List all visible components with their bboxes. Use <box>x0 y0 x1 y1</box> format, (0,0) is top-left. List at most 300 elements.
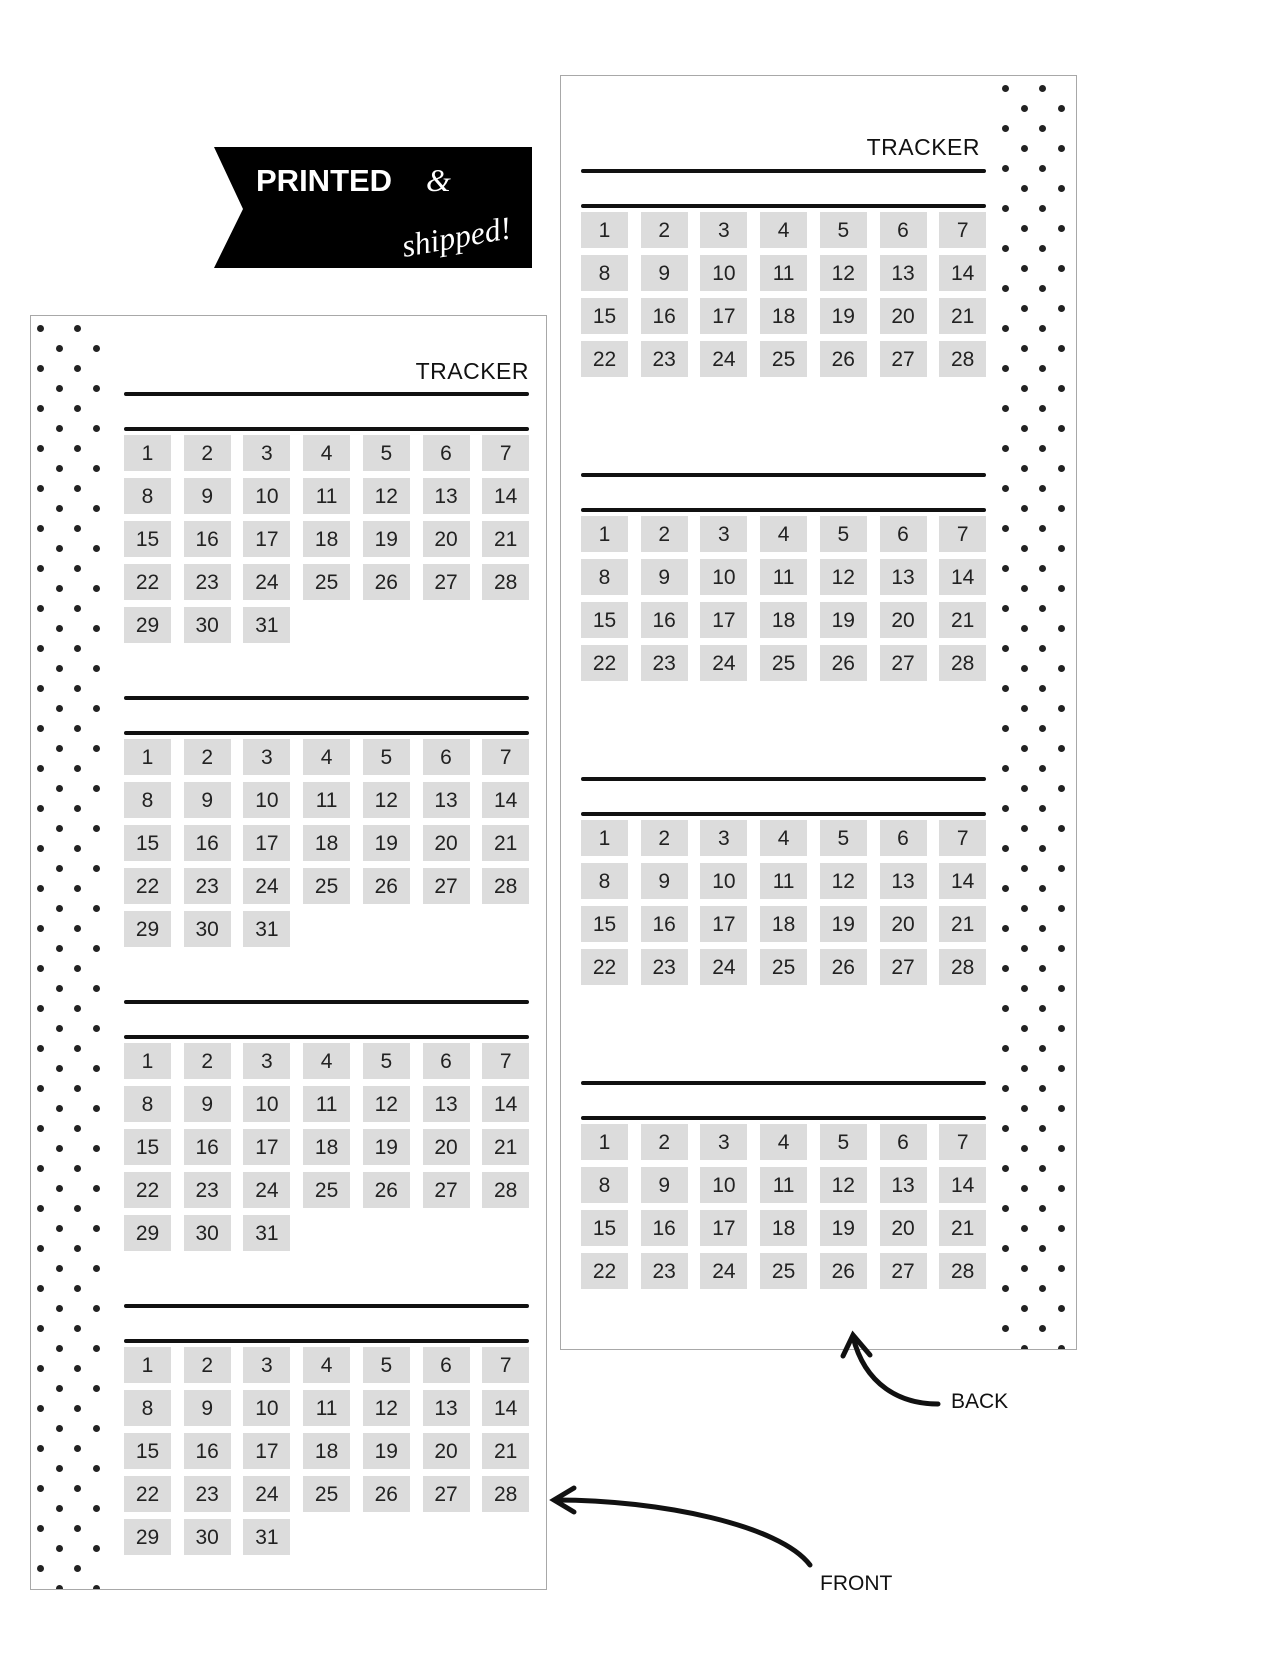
day-cell[interactable]: 7 <box>939 516 986 552</box>
day-cell[interactable]: 4 <box>760 516 807 552</box>
day-cell[interactable]: 27 <box>880 341 927 377</box>
polka-dot <box>74 605 81 612</box>
day-cell[interactable]: 17 <box>243 1129 290 1165</box>
polka-dot <box>37 645 44 652</box>
day-cell[interactable]: 12 <box>363 1086 410 1122</box>
polka-dot <box>56 1185 63 1192</box>
day-cell[interactable]: 15 <box>124 825 171 861</box>
day-cell[interactable]: 11 <box>760 255 807 291</box>
day-cell[interactable]: 30 <box>184 1519 231 1555</box>
day-cell[interactable]: 4 <box>303 739 350 775</box>
day-cell[interactable]: 1 <box>124 739 171 775</box>
day-cell[interactable]: 5 <box>820 212 867 248</box>
day-cell[interactable]: 28 <box>939 645 986 681</box>
day-cell[interactable]: 25 <box>760 645 807 681</box>
day-cell[interactable]: 5 <box>363 739 410 775</box>
day-cell[interactable]: 13 <box>880 863 927 899</box>
day-cell[interactable]: 18 <box>303 825 350 861</box>
day-cell[interactable]: 30 <box>184 911 231 947</box>
day-cell[interactable]: 15 <box>124 1129 171 1165</box>
polka-dot <box>1021 545 1028 552</box>
day-cell[interactable]: 19 <box>820 298 867 334</box>
polka-dot <box>1021 1225 1028 1232</box>
day-cell[interactable]: 27 <box>880 645 927 681</box>
day-cell[interactable]: 10 <box>243 1390 290 1426</box>
polka-dot <box>93 1385 100 1392</box>
day-cell[interactable]: 14 <box>482 782 529 818</box>
day-cell[interactable]: 16 <box>184 1129 231 1165</box>
day-cell[interactable]: 8 <box>124 1086 171 1122</box>
day-cell[interactable]: 21 <box>482 825 529 861</box>
day-cell[interactable]: 20 <box>880 602 927 638</box>
day-cell[interactable]: 1 <box>581 820 628 856</box>
day-cell[interactable]: 10 <box>700 863 747 899</box>
day-cell[interactable]: 12 <box>363 782 410 818</box>
day-cell[interactable]: 17 <box>243 825 290 861</box>
day-cell[interactable]: 29 <box>124 1519 171 1555</box>
day-cell[interactable]: 20 <box>423 825 470 861</box>
polka-dot <box>1002 485 1009 492</box>
day-cell[interactable]: 4 <box>760 212 807 248</box>
day-cell[interactable]: 26 <box>820 341 867 377</box>
polka-dot <box>56 985 63 992</box>
day-cell[interactable]: 2 <box>184 1347 231 1383</box>
day-cell[interactable]: 29 <box>124 911 171 947</box>
day-cell[interactable]: 10 <box>243 1086 290 1122</box>
day-cell[interactable]: 21 <box>939 906 986 942</box>
polka-dot <box>74 1085 81 1092</box>
day-cell[interactable]: 11 <box>760 863 807 899</box>
day-cell[interactable]: 23 <box>184 868 231 904</box>
day-cell[interactable]: 17 <box>700 1210 747 1246</box>
day-cell[interactable]: 12 <box>363 478 410 514</box>
day-cell[interactable]: 17 <box>700 602 747 638</box>
day-cell[interactable]: 10 <box>700 255 747 291</box>
polka-dot <box>1039 565 1046 572</box>
day-cell[interactable]: 14 <box>482 1390 529 1426</box>
day-cell[interactable]: 12 <box>820 559 867 595</box>
day-cell[interactable]: 25 <box>303 1476 350 1512</box>
day-cell[interactable]: 31 <box>243 1215 290 1251</box>
day-cell[interactable]: 31 <box>243 1519 290 1555</box>
polka-dot <box>93 1025 100 1032</box>
day-cell[interactable]: 14 <box>939 1167 986 1203</box>
polka-dot <box>93 585 100 592</box>
day-cell[interactable]: 28 <box>939 1253 986 1289</box>
polka-dot <box>1021 1025 1028 1032</box>
day-cell[interactable]: 22 <box>124 868 171 904</box>
day-cell[interactable]: 15 <box>581 602 628 638</box>
day-cell[interactable]: 5 <box>363 1347 410 1383</box>
day-cell[interactable]: 14 <box>482 478 529 514</box>
day-cell[interactable]: 19 <box>820 602 867 638</box>
day-cell[interactable]: 26 <box>363 868 410 904</box>
day-cell[interactable]: 6 <box>423 435 470 471</box>
polka-dot <box>1002 1125 1009 1132</box>
day-cell[interactable]: 26 <box>363 564 410 600</box>
day-cell[interactable]: 24 <box>243 1476 290 1512</box>
day-cell[interactable]: 18 <box>303 1433 350 1469</box>
day-cell[interactable]: 19 <box>363 1433 410 1469</box>
day-cell[interactable]: 14 <box>939 255 986 291</box>
day-cell[interactable]: 24 <box>700 341 747 377</box>
day-cell[interactable]: 14 <box>939 863 986 899</box>
polka-dot <box>37 365 44 372</box>
day-cell[interactable]: 17 <box>243 521 290 557</box>
day-cell[interactable]: 29 <box>124 1215 171 1251</box>
polka-dot <box>1002 1005 1009 1012</box>
day-cell[interactable]: 4 <box>760 1124 807 1160</box>
day-cell[interactable]: 3 <box>243 1043 290 1079</box>
day-cell[interactable]: 30 <box>184 607 231 643</box>
day-cell[interactable]: 3 <box>700 820 747 856</box>
day-cell[interactable]: 6 <box>423 1347 470 1383</box>
day-cell[interactable]: 9 <box>641 863 688 899</box>
polka-dot <box>56 1505 63 1512</box>
day-cell[interactable]: 9 <box>641 559 688 595</box>
day-cell[interactable]: 7 <box>939 820 986 856</box>
day-cell[interactable]: 25 <box>303 1172 350 1208</box>
day-cell[interactable]: 22 <box>581 341 628 377</box>
day-cell[interactable]: 21 <box>482 521 529 557</box>
day-cell[interactable]: 4 <box>303 1043 350 1079</box>
polka-dot <box>56 505 63 512</box>
polka-dot <box>1002 685 1009 692</box>
day-cell[interactable]: 27 <box>880 1253 927 1289</box>
day-cell[interactable]: 1 <box>581 516 628 552</box>
day-cell[interactable]: 11 <box>303 1086 350 1122</box>
day-cell[interactable]: 26 <box>820 949 867 985</box>
day-cell[interactable]: 15 <box>124 1433 171 1469</box>
polka-dot <box>1058 1305 1065 1312</box>
day-cell[interactable]: 25 <box>760 949 807 985</box>
day-cell[interactable]: 3 <box>700 516 747 552</box>
day-cell[interactable]: 3 <box>243 435 290 471</box>
day-cell[interactable]: 15 <box>581 1210 628 1246</box>
day-cell[interactable]: 13 <box>423 478 470 514</box>
day-cell[interactable]: 2 <box>641 1124 688 1160</box>
day-cell[interactable]: 18 <box>303 1129 350 1165</box>
day-cell[interactable]: 5 <box>363 1043 410 1079</box>
polka-dot <box>56 1585 63 1590</box>
day-cell[interactable]: 23 <box>641 949 688 985</box>
day-cell[interactable]: 11 <box>760 1167 807 1203</box>
day-cell[interactable]: 11 <box>760 559 807 595</box>
day-cell[interactable]: 5 <box>820 1124 867 1160</box>
day-cell[interactable]: 19 <box>363 521 410 557</box>
day-cell[interactable]: 7 <box>939 212 986 248</box>
day-cell[interactable]: 12 <box>820 1167 867 1203</box>
day-cell[interactable]: 7 <box>482 435 529 471</box>
day-cell[interactable]: 6 <box>880 516 927 552</box>
day-cell[interactable]: 1 <box>124 435 171 471</box>
day-cell[interactable]: 28 <box>482 868 529 904</box>
day-cell[interactable]: 17 <box>700 298 747 334</box>
day-cell[interactable]: 22 <box>124 1476 171 1512</box>
day-cell[interactable]: 14 <box>482 1086 529 1122</box>
day-cell[interactable]: 24 <box>243 564 290 600</box>
polka-dot <box>74 1325 81 1332</box>
polka-dot <box>1058 625 1065 632</box>
polka-dot <box>93 1465 100 1472</box>
day-cell[interactable]: 1 <box>124 1043 171 1079</box>
day-cell[interactable]: 18 <box>760 1210 807 1246</box>
polka-dot <box>93 1065 100 1072</box>
polka-dot <box>37 1005 44 1012</box>
day-cell[interactable]: 13 <box>423 1390 470 1426</box>
polka-dot <box>93 785 100 792</box>
day-cell[interactable]: 21 <box>482 1433 529 1469</box>
day-cell[interactable]: 4 <box>303 435 350 471</box>
day-cell[interactable]: 21 <box>939 1210 986 1246</box>
polka-dot <box>1039 405 1046 412</box>
polka-dot <box>1002 245 1009 252</box>
day-cell[interactable]: 27 <box>880 949 927 985</box>
polka-dot <box>1021 225 1028 232</box>
day-cell[interactable]: 20 <box>880 1210 927 1246</box>
day-cell[interactable]: 23 <box>641 341 688 377</box>
day-cell[interactable]: 24 <box>700 1253 747 1289</box>
day-cell[interactable]: 23 <box>184 564 231 600</box>
polka-dot <box>56 1065 63 1072</box>
day-cell[interactable]: 16 <box>184 825 231 861</box>
day-cell[interactable]: 29 <box>124 607 171 643</box>
day-cell[interactable]: 8 <box>124 478 171 514</box>
day-cell[interactable]: 3 <box>243 1347 290 1383</box>
day-cell[interactable]: 26 <box>363 1476 410 1512</box>
day-cell[interactable]: 13 <box>880 559 927 595</box>
day-cell[interactable]: 16 <box>184 1433 231 1469</box>
day-cell[interactable]: 25 <box>303 868 350 904</box>
day-cell[interactable]: 20 <box>423 1433 470 1469</box>
day-cell[interactable]: 2 <box>641 516 688 552</box>
day-cell[interactable]: 7 <box>482 739 529 775</box>
day-cell[interactable]: 24 <box>243 1172 290 1208</box>
day-cell[interactable]: 24 <box>243 868 290 904</box>
day-cell[interactable]: 25 <box>760 1253 807 1289</box>
day-cell[interactable]: 15 <box>581 298 628 334</box>
day-cell[interactable]: 12 <box>363 1390 410 1426</box>
day-cell[interactable]: 19 <box>363 825 410 861</box>
polka-dot <box>1021 625 1028 632</box>
day-cell[interactable]: 31 <box>243 911 290 947</box>
polka-dot <box>1058 905 1065 912</box>
polka-dot <box>93 1585 100 1590</box>
day-cell[interactable]: 3 <box>243 739 290 775</box>
day-cell[interactable]: 5 <box>363 435 410 471</box>
polka-dot <box>1021 1065 1028 1072</box>
day-cell[interactable]: 9 <box>184 1390 231 1426</box>
polka-dot <box>1002 1165 1009 1172</box>
polka-dot <box>37 805 44 812</box>
day-cell[interactable]: 16 <box>641 602 688 638</box>
write-in-line <box>581 169 986 173</box>
polka-dot <box>1039 1125 1046 1132</box>
day-cell[interactable]: 22 <box>124 564 171 600</box>
day-cell[interactable]: 19 <box>820 906 867 942</box>
day-cell[interactable]: 6 <box>423 739 470 775</box>
polka-dot <box>1039 1245 1046 1252</box>
day-cell[interactable]: 27 <box>423 1476 470 1512</box>
day-cell[interactable]: 27 <box>423 868 470 904</box>
day-cell[interactable]: 4 <box>303 1347 350 1383</box>
day-cell[interactable]: 25 <box>303 564 350 600</box>
day-cell[interactable]: 13 <box>880 255 927 291</box>
day-cell[interactable]: 19 <box>363 1129 410 1165</box>
day-cell[interactable]: 24 <box>700 645 747 681</box>
polka-dot <box>74 485 81 492</box>
day-cell[interactable]: 2 <box>184 739 231 775</box>
day-cell[interactable]: 3 <box>700 212 747 248</box>
day-cell[interactable]: 1 <box>581 1124 628 1160</box>
day-cell[interactable]: 12 <box>820 255 867 291</box>
day-cell[interactable]: 23 <box>184 1476 231 1512</box>
day-cell[interactable]: 12 <box>820 863 867 899</box>
polka-dot <box>1021 385 1028 392</box>
polka-dot <box>56 1225 63 1232</box>
polka-dot <box>37 845 44 852</box>
polka-dot <box>93 345 100 352</box>
day-cell[interactable]: 28 <box>482 1476 529 1512</box>
day-cell[interactable]: 23 <box>184 1172 231 1208</box>
day-cell[interactable]: 24 <box>700 949 747 985</box>
polka-dot <box>56 865 63 872</box>
tracker-title: TRACKER <box>415 358 529 384</box>
day-cell[interactable]: 10 <box>243 782 290 818</box>
polka-dot <box>56 465 63 472</box>
day-cell[interactable]: 16 <box>641 906 688 942</box>
day-cell[interactable]: 17 <box>243 1433 290 1469</box>
day-cell[interactable]: 22 <box>124 1172 171 1208</box>
day-cell[interactable]: 7 <box>482 1043 529 1079</box>
day-cell[interactable]: 20 <box>423 1129 470 1165</box>
day-cell[interactable]: 26 <box>363 1172 410 1208</box>
day-cell[interactable]: 22 <box>581 645 628 681</box>
day-cell[interactable]: 1 <box>124 1347 171 1383</box>
day-cell[interactable]: 20 <box>880 906 927 942</box>
day-cell[interactable]: 1 <box>581 212 628 248</box>
polka-dot <box>1058 505 1065 512</box>
day-cell[interactable]: 23 <box>641 645 688 681</box>
day-cell[interactable]: 13 <box>880 1167 927 1203</box>
day-cell[interactable]: 7 <box>939 1124 986 1160</box>
day-cell[interactable]: 5 <box>820 820 867 856</box>
day-cell[interactable]: 26 <box>820 1253 867 1289</box>
polka-dot <box>1002 645 1009 652</box>
day-cell[interactable]: 10 <box>243 478 290 514</box>
day-cell[interactable]: 20 <box>880 298 927 334</box>
polka-dot <box>1002 805 1009 812</box>
polka-dot <box>1039 925 1046 932</box>
polka-dot <box>1021 665 1028 672</box>
day-cell[interactable]: 6 <box>880 1124 927 1160</box>
day-cell[interactable]: 30 <box>184 1215 231 1251</box>
day-cell[interactable]: 9 <box>184 478 231 514</box>
day-cell[interactable]: 11 <box>303 1390 350 1426</box>
polka-dot <box>1039 325 1046 332</box>
day-cell[interactable]: 8 <box>581 255 628 291</box>
day-cell[interactable]: 22 <box>581 1253 628 1289</box>
day-cell[interactable]: 8 <box>124 782 171 818</box>
day-cell[interactable]: 21 <box>939 298 986 334</box>
day-cell[interactable]: 15 <box>581 906 628 942</box>
day-cell[interactable]: 16 <box>641 1210 688 1246</box>
day-cell[interactable]: 4 <box>760 820 807 856</box>
polka-dot <box>74 1565 81 1572</box>
day-cell[interactable]: 2 <box>184 435 231 471</box>
day-cell[interactable]: 3 <box>700 1124 747 1160</box>
day-cell[interactable]: 22 <box>581 949 628 985</box>
polka-dot <box>93 1545 100 1552</box>
day-cell[interactable]: 6 <box>423 1043 470 1079</box>
day-cell[interactable]: 16 <box>184 521 231 557</box>
day-cell[interactable]: 23 <box>641 1253 688 1289</box>
day-cell[interactable]: 27 <box>423 1172 470 1208</box>
polka-dot <box>56 585 63 592</box>
day-cell[interactable]: 18 <box>760 906 807 942</box>
day-cell[interactable]: 21 <box>939 602 986 638</box>
day-cell[interactable]: 11 <box>303 782 350 818</box>
day-cell[interactable]: 8 <box>581 863 628 899</box>
day-cell[interactable]: 7 <box>482 1347 529 1383</box>
day-cell[interactable]: 9 <box>641 255 688 291</box>
day-cell[interactable]: 18 <box>760 602 807 638</box>
day-cell[interactable]: 9 <box>184 782 231 818</box>
day-cell[interactable]: 20 <box>423 521 470 557</box>
day-cell[interactable]: 28 <box>939 949 986 985</box>
day-cell[interactable]: 13 <box>423 1086 470 1122</box>
day-cell[interactable]: 17 <box>700 906 747 942</box>
day-cell[interactable]: 28 <box>939 341 986 377</box>
day-cell[interactable]: 16 <box>641 298 688 334</box>
day-cell[interactable]: 26 <box>820 645 867 681</box>
polka-dot <box>1039 1285 1046 1292</box>
day-cell[interactable]: 18 <box>760 298 807 334</box>
day-cell[interactable]: 8 <box>581 559 628 595</box>
day-cell[interactable]: 10 <box>700 1167 747 1203</box>
day-cell[interactable]: 2 <box>184 1043 231 1079</box>
day-cell[interactable]: 2 <box>641 820 688 856</box>
polka-dot <box>1021 1145 1028 1152</box>
day-cell[interactable]: 18 <box>303 521 350 557</box>
day-cell[interactable]: 6 <box>880 212 927 248</box>
day-cell[interactable]: 21 <box>482 1129 529 1165</box>
day-cell[interactable]: 14 <box>939 559 986 595</box>
polka-dot <box>74 1405 81 1412</box>
day-cell[interactable]: 19 <box>820 1210 867 1246</box>
day-cell[interactable]: 5 <box>820 516 867 552</box>
day-cell[interactable]: 15 <box>124 521 171 557</box>
day-cell[interactable]: 11 <box>303 478 350 514</box>
day-cell[interactable]: 25 <box>760 341 807 377</box>
polka-dot <box>37 765 44 772</box>
day-cell[interactable]: 28 <box>482 564 529 600</box>
banner-ampersand: & <box>426 162 451 198</box>
day-cell[interactable]: 27 <box>423 564 470 600</box>
day-cell[interactable]: 9 <box>184 1086 231 1122</box>
day-cell[interactable]: 13 <box>423 782 470 818</box>
day-cell[interactable]: 8 <box>124 1390 171 1426</box>
polka-dot <box>1002 845 1009 852</box>
day-cell[interactable]: 28 <box>482 1172 529 1208</box>
day-cell[interactable]: 8 <box>581 1167 628 1203</box>
day-cell[interactable]: 31 <box>243 607 290 643</box>
day-cell[interactable]: 9 <box>641 1167 688 1203</box>
day-cell[interactable]: 2 <box>641 212 688 248</box>
polka-dot <box>1002 85 1009 92</box>
day-cell[interactable]: 6 <box>880 820 927 856</box>
day-cell[interactable]: 10 <box>700 559 747 595</box>
